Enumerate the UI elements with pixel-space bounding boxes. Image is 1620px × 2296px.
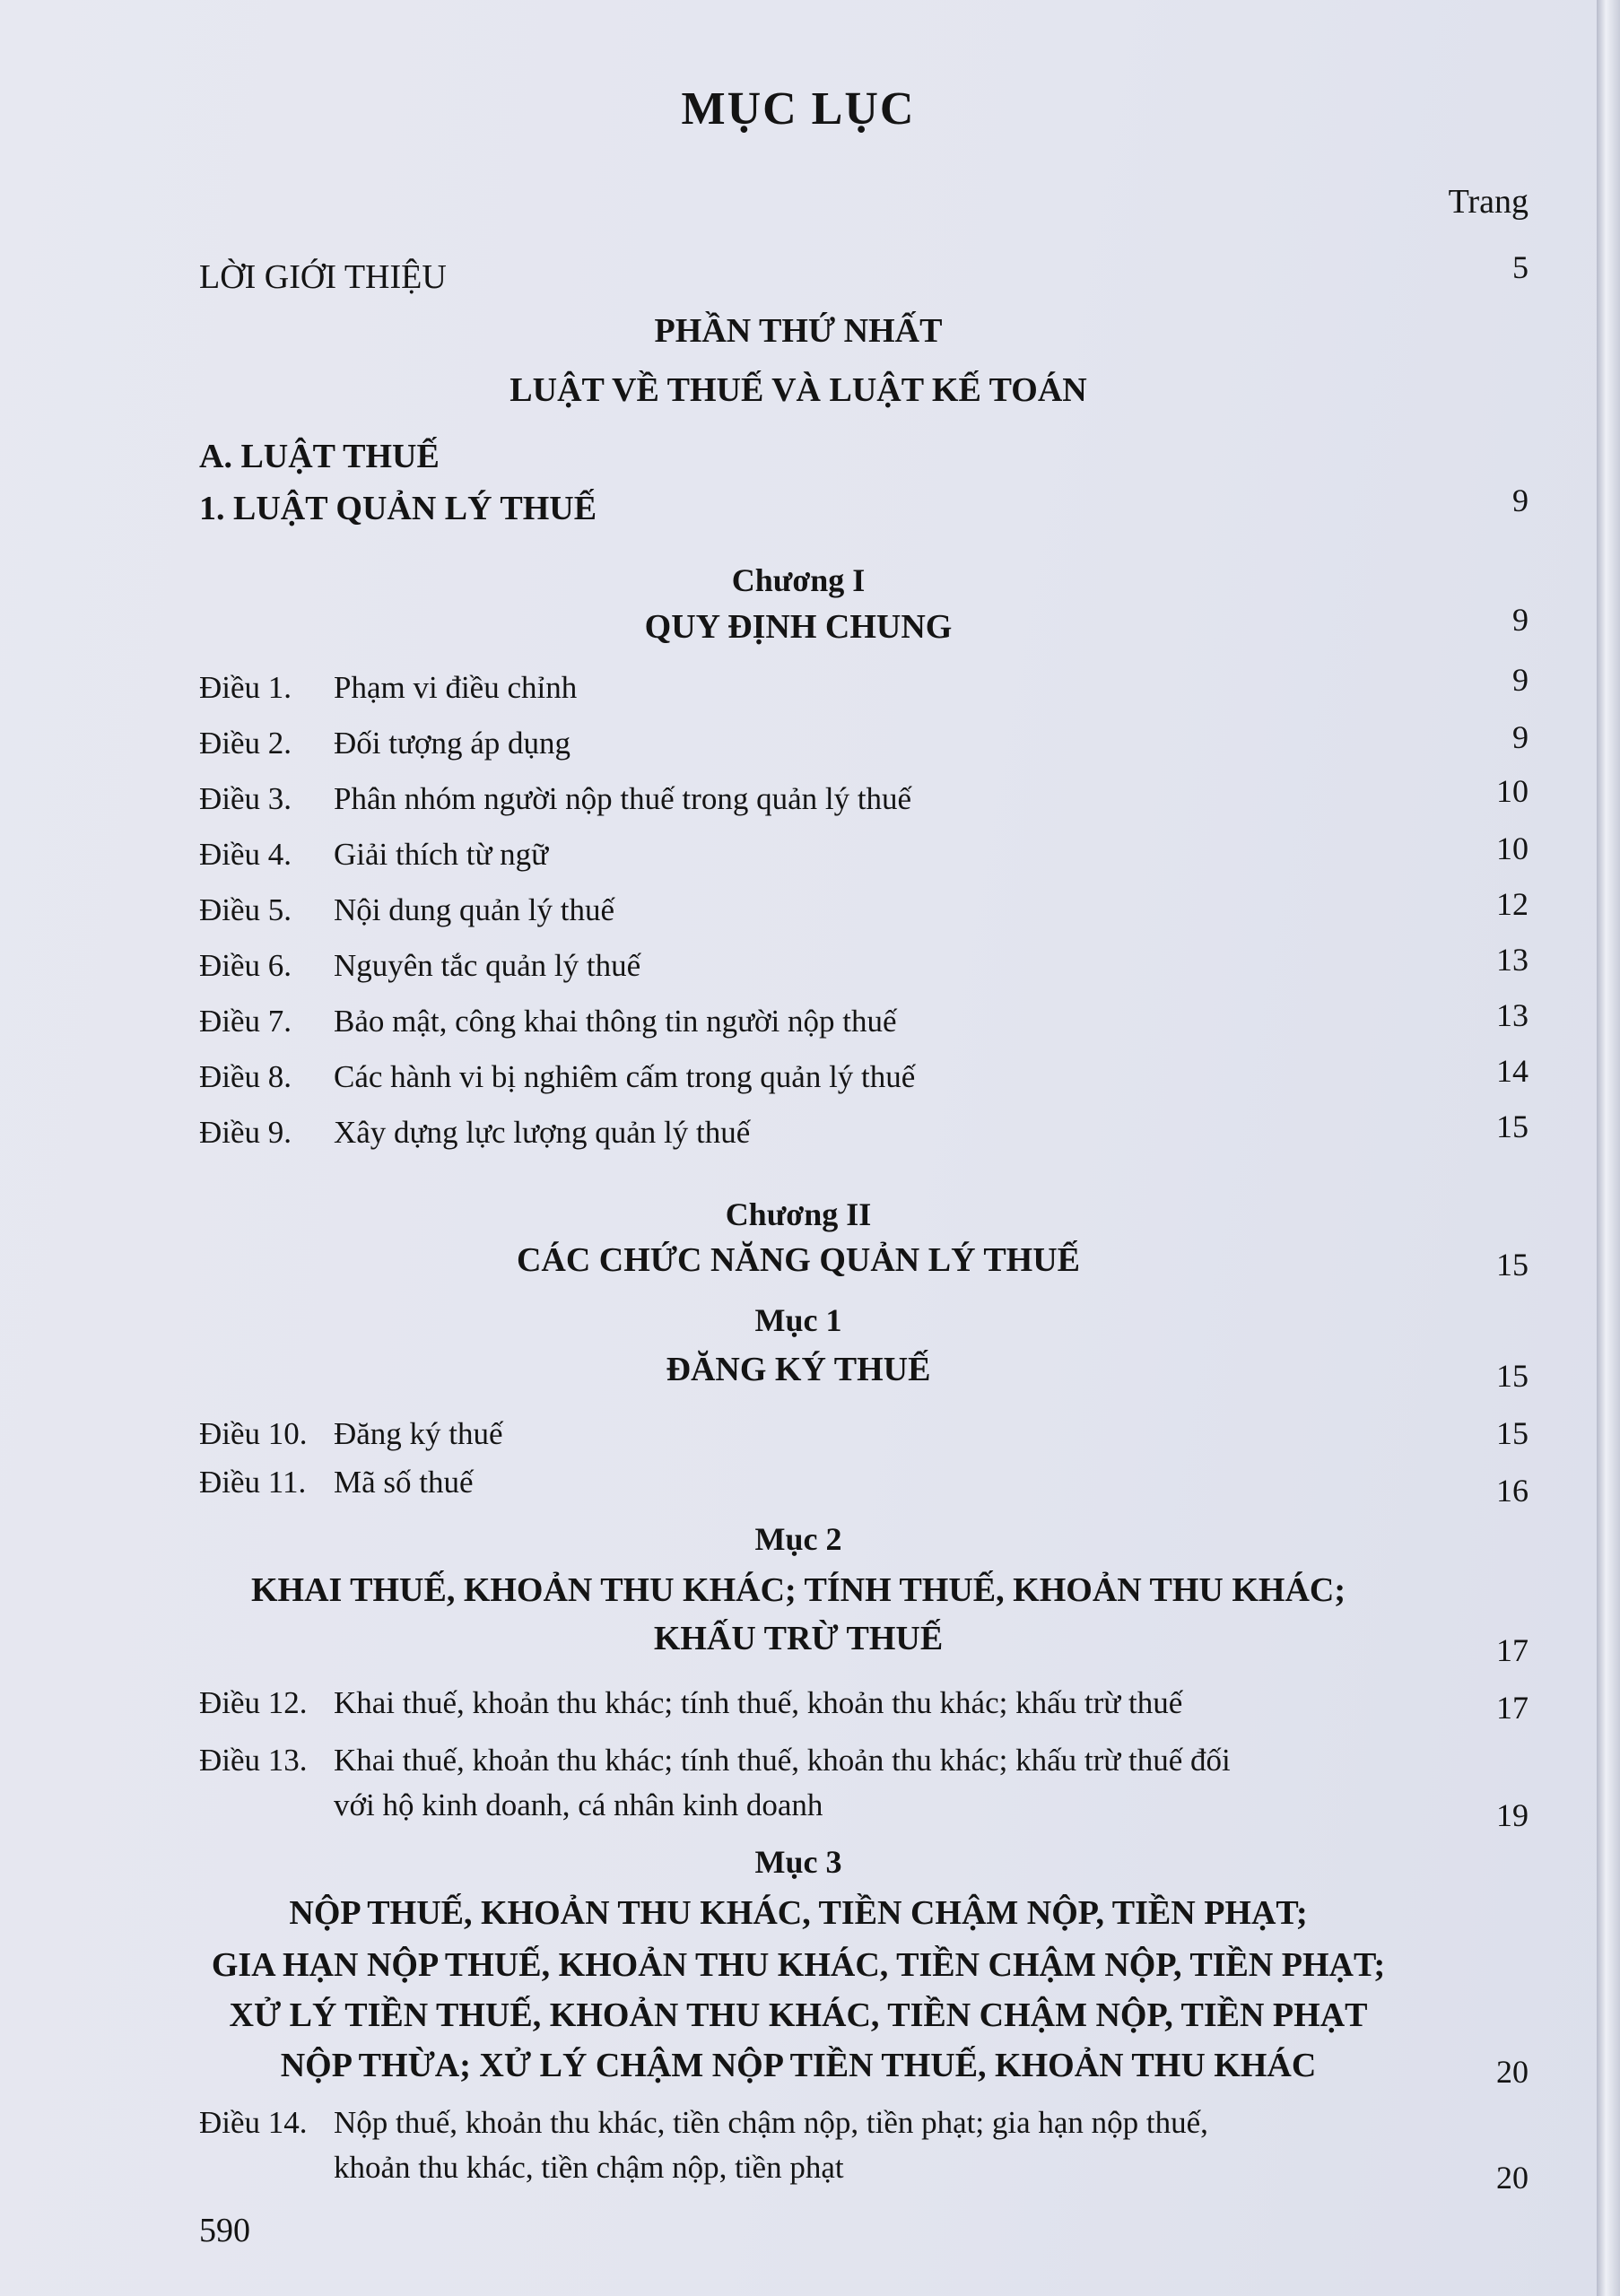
law1-page: 9 <box>1512 483 1529 518</box>
article-page: 14 <box>1496 1053 1529 1089</box>
article-page: 13 <box>1496 942 1529 978</box>
article-page: 16 <box>1496 1473 1529 1509</box>
article-page: 15 <box>1496 1109 1529 1144</box>
part-name: LUẬT VỀ THUẾ VÀ LUẬT KẾ TOÁN <box>510 371 1087 409</box>
muc3-label: Mục 3 <box>754 1844 842 1880</box>
article-label: Điều 6. <box>199 948 292 983</box>
article-title: Nộp thuế, khoản thu khác, tiền chậm nộp, tiền phạt; gia hạn nộp thuế, <box>334 2105 1208 2140</box>
article-label: Điều 5. <box>199 892 292 927</box>
chapter1-name: QUY ĐỊNH CHUNG <box>644 608 953 646</box>
part-label: PHẦN THỨ NHẤT <box>654 312 943 350</box>
article-title: Các hành vi bị nghiêm cấm trong quản lý thuế <box>334 1059 916 1094</box>
chapter2-page: 15 <box>1496 1247 1529 1283</box>
article-title-continued: khoản thu khác, tiền chậm nộp, tiền phạt <box>334 2150 844 2185</box>
article-label: Điều 4. <box>199 837 292 872</box>
article-page: 15 <box>1496 1415 1529 1451</box>
article-page: 12 <box>1496 886 1529 922</box>
muc3-page: 20 <box>1496 2054 1529 2090</box>
page-title: MỤC LỤC <box>681 83 916 135</box>
article-title: Mã số thuế <box>334 1465 474 1500</box>
article-label: Điều 14. <box>199 2105 308 2140</box>
article-label: Điều 2. <box>199 726 292 761</box>
article-label: Điều 11. <box>199 1465 307 1500</box>
article-page: 9 <box>1512 662 1529 698</box>
chapter1-label: Chương I <box>731 562 866 598</box>
page-column-label: Trang <box>1448 183 1529 221</box>
intro-label: LỜI GIỚI THIỆU <box>199 258 447 296</box>
footer-page-number: 590 <box>199 2212 250 2249</box>
article-page: 19 <box>1496 1797 1529 1833</box>
article-label: Điều 1. <box>199 670 292 705</box>
article-label: Điều 13. <box>199 1743 308 1778</box>
article-label: Điều 10. <box>199 1416 308 1451</box>
page-edge <box>1597 0 1620 2296</box>
article-page: 10 <box>1496 773 1529 809</box>
article-page: 10 <box>1496 831 1529 866</box>
article-title: Bảo mật, công khai thông tin người nộp thuế <box>334 1004 897 1039</box>
muc3-line3: XỬ LÝ TIỀN THUẾ, KHOẢN THU KHÁC, TIỀN CHẬM NỘP, TIỀN PHẠT <box>229 1996 1368 2034</box>
intro-page: 5 <box>1512 249 1529 285</box>
article-title: Xây dựng lực lượng quản lý thuế <box>334 1115 751 1150</box>
article-label: Điều 9. <box>199 1115 292 1150</box>
article-title: Khai thuế, khoản thu khác; tính thuế, khoản thu khác; khấu trừ thuế <box>334 1685 1183 1720</box>
muc2-name-line2: KHẤU TRỪ THUẾ <box>653 1620 944 1657</box>
article-page: 20 <box>1496 2160 1529 2196</box>
article-title: Đối tượng áp dụng <box>334 726 570 761</box>
muc1-page: 15 <box>1496 1358 1529 1394</box>
law1-heading: 1. LUẬT QUẢN LÝ THUẾ <box>199 490 597 527</box>
muc3-line4: NỘP THỪA; XỬ LÝ CHẬM NỘP TIỀN THUẾ, KHOẢN THU KHÁC <box>280 2047 1317 2084</box>
muc2-label: Mục 2 <box>754 1521 842 1557</box>
muc3-line1: NỘP THUẾ, KHOẢN THU KHÁC, TIỀN CHẬM NỘP, TIỀN PHẠT; <box>289 1894 1308 1932</box>
article-title: Giải thích từ ngữ <box>334 837 549 872</box>
article-page: 9 <box>1512 719 1529 755</box>
section-a-heading: A. LUẬT THUẾ <box>199 438 440 475</box>
article-title-continued: với hộ kinh doanh, cá nhân kinh doanh <box>334 1787 823 1822</box>
muc2-page: 17 <box>1496 1632 1529 1668</box>
chapter1-page: 9 <box>1512 602 1529 638</box>
article-title: Phân nhóm người nộp thuế trong quản lý thuế <box>334 781 912 816</box>
article-title: Nguyên tắc quản lý thuế <box>334 948 641 983</box>
article-label: Điều 8. <box>199 1059 292 1094</box>
chapter2-name: CÁC CHỨC NĂNG QUẢN LÝ THUẾ <box>516 1241 1081 1279</box>
article-label: Điều 12. <box>199 1685 308 1720</box>
article-label: Điều 7. <box>199 1004 292 1039</box>
article-page: 17 <box>1496 1690 1529 1726</box>
chapter2-label: Chương II <box>725 1196 872 1232</box>
muc1-label: Mục 1 <box>754 1302 842 1338</box>
article-title: Nội dung quản lý thuế <box>334 892 615 927</box>
muc2-name-line1: KHAI THUẾ, KHOẢN THU KHÁC; TÍNH THUẾ, KHOẢN THU KHÁC; <box>250 1571 1346 1609</box>
article-page: 13 <box>1496 997 1529 1033</box>
article-title: Phạm vi điều chỉnh <box>334 670 578 705</box>
muc1-name: ĐĂNG KÝ THUẾ <box>666 1351 931 1388</box>
article-title: Đăng ký thuế <box>334 1416 503 1451</box>
article-label: Điều 3. <box>199 781 292 816</box>
article-title: Khai thuế, khoản thu khác; tính thuế, khoản thu khác; khấu trừ thuế đối <box>334 1743 1231 1778</box>
muc3-line2: GIA HẠN NỘP THUẾ, KHOẢN THU KHÁC, TIỀN CHẬM NỘP, TIỀN PHẠT; <box>211 1946 1386 1984</box>
